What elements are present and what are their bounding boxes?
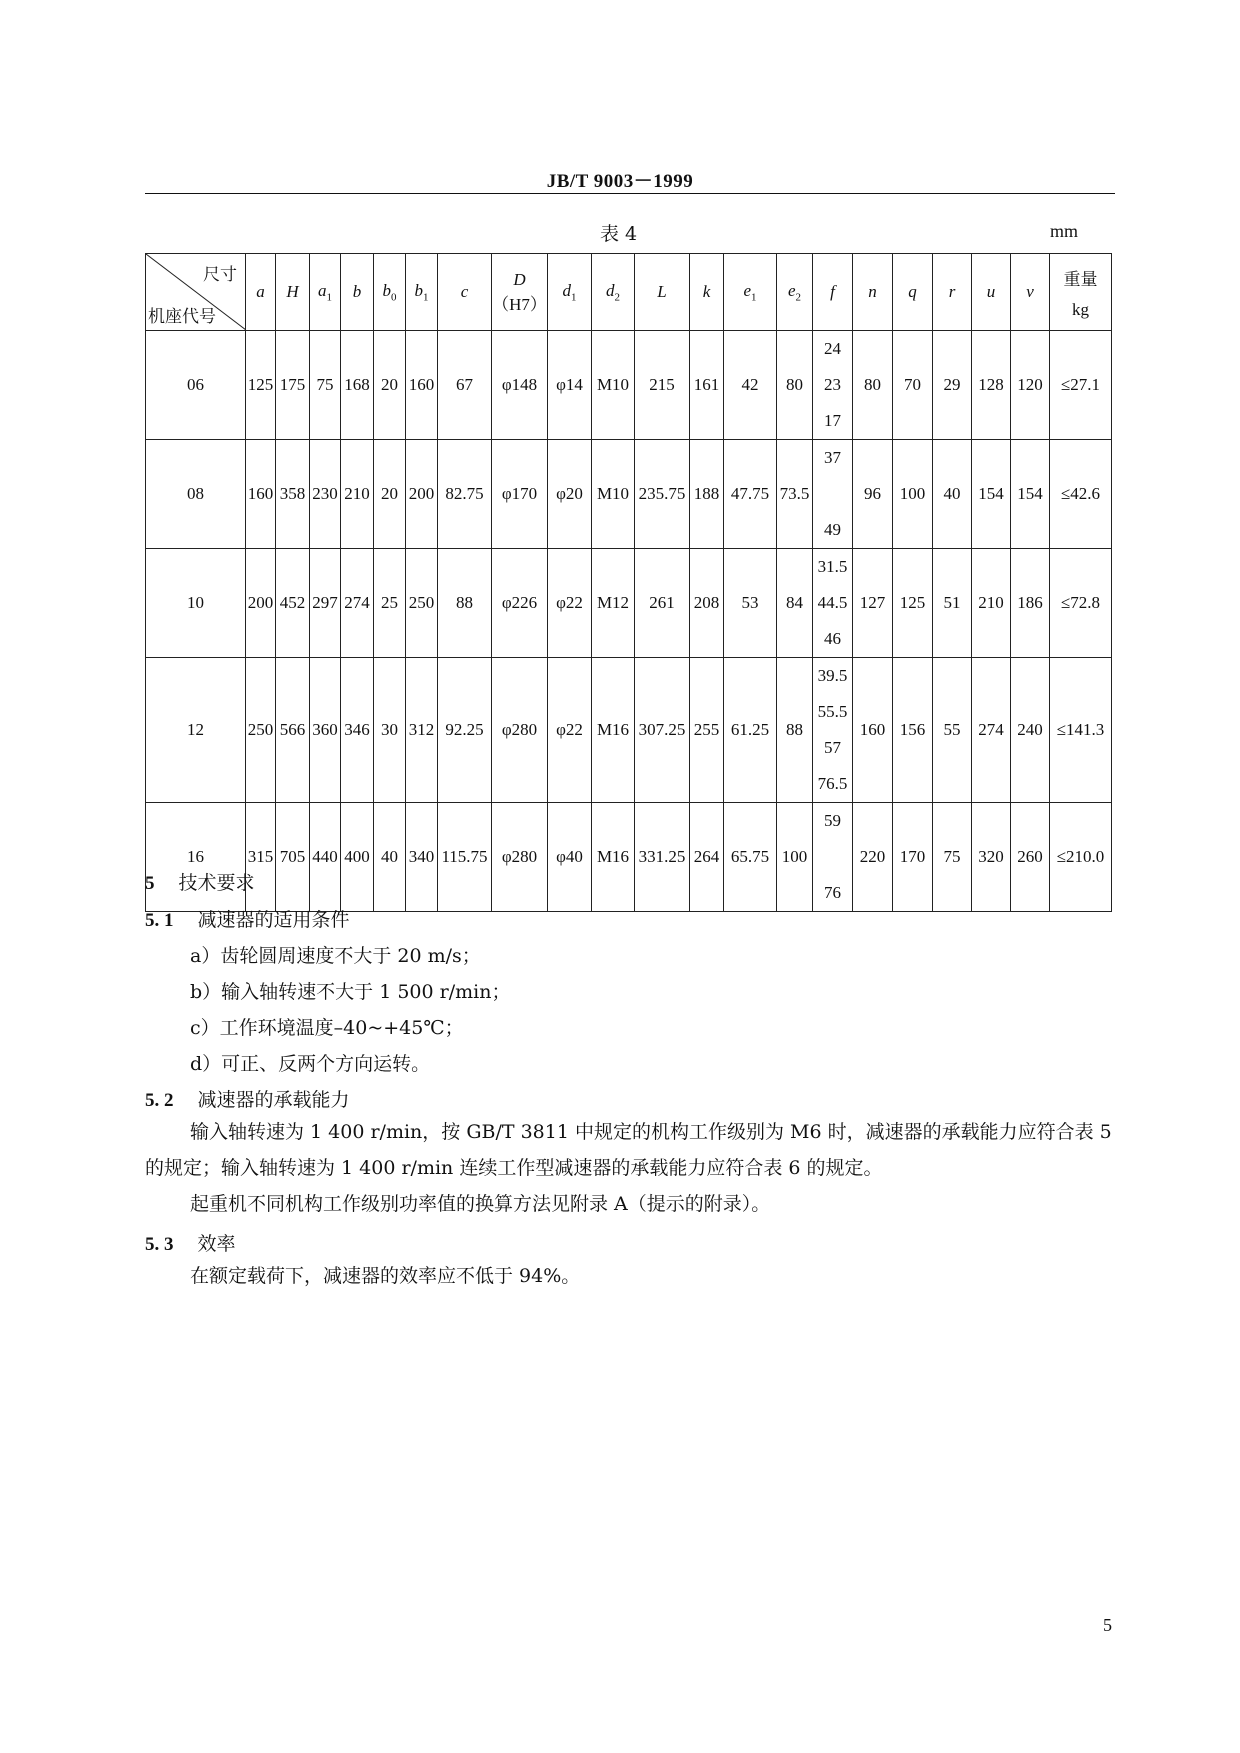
table-cell: M16: [592, 658, 635, 803]
weight-cell: ≤210.0: [1050, 803, 1112, 912]
table-cell: 255: [690, 658, 724, 803]
table-cell: 208: [690, 549, 724, 658]
column-header: [592, 254, 635, 331]
column-symbol: b: [414, 280, 423, 300]
column-subscript: 1: [571, 291, 577, 304]
f-value: 59: [824, 811, 841, 830]
table-cell: 161: [690, 331, 724, 440]
column-header: [438, 254, 492, 331]
table-cell: 120: [1011, 331, 1050, 440]
f-value: 39.5: [817, 666, 848, 685]
table-cell: 400: [341, 803, 374, 912]
table-cell: φ20: [548, 440, 592, 549]
column-subscript: 2: [614, 291, 620, 304]
table-cell: 25: [374, 549, 406, 658]
table-cell: 160: [246, 440, 276, 549]
table-cell: 360: [310, 658, 341, 803]
column-header: [341, 254, 374, 331]
table-cell: 154: [972, 440, 1011, 549]
column-symbol: H: [286, 282, 299, 301]
column-subscript: 1: [423, 291, 429, 304]
column-symbol: a: [318, 280, 327, 300]
table-cell: 452: [276, 549, 310, 658]
table-cell: 200: [406, 440, 438, 549]
weight-cell: ≤27.1: [1050, 331, 1112, 440]
column-subscript: 2: [795, 291, 802, 304]
table-cell: 125: [893, 549, 933, 658]
table-cell: 250: [406, 549, 438, 658]
table-cell: 240: [1011, 658, 1050, 803]
table-cell: φ22: [548, 549, 592, 658]
column-subscript: 1: [751, 291, 757, 304]
f-value: 55.5: [817, 702, 848, 721]
f-value: [813, 476, 852, 512]
f-values-cell: [813, 658, 853, 803]
column-symbol: u: [986, 282, 996, 301]
table-cell: M12: [592, 549, 635, 658]
section-5-heading: [145, 868, 255, 895]
f-value: 44.5: [817, 593, 848, 612]
table-cell: 92.25: [438, 658, 492, 803]
table-cell: φ280: [492, 803, 548, 912]
column-header: [276, 254, 310, 331]
list-item: d）可正、反两个方向运转。: [190, 1053, 431, 1075]
table-cell: 82.75: [438, 440, 492, 549]
f-value: [813, 839, 852, 875]
table-cell: 160: [853, 658, 893, 803]
weight-header: [1050, 254, 1112, 331]
column-header: [933, 254, 972, 331]
table-cell: 346: [341, 658, 374, 803]
column-symbol: k: [702, 282, 711, 301]
list-item: c）工作环境温度–40~+45℃；: [190, 1017, 464, 1039]
table-row: [146, 658, 1112, 803]
header-rule: [145, 193, 1115, 194]
f-value: 24: [824, 339, 841, 358]
table-cell: 705: [276, 803, 310, 912]
table-cell: 154: [1011, 440, 1050, 549]
table-cell: 320: [972, 803, 1011, 912]
table-cell: M10: [592, 331, 635, 440]
table-cell: 40: [374, 803, 406, 912]
table-cell: 100: [777, 803, 813, 912]
table-cell: 100: [893, 440, 933, 549]
corner-label-dimension: 尺寸: [203, 265, 237, 284]
table-cell: φ14: [548, 331, 592, 440]
table-cell: 42: [724, 331, 777, 440]
table-cell: 20: [374, 331, 406, 440]
table-cell: 235.75: [635, 440, 690, 549]
f-values-cell: [813, 549, 853, 658]
f-value: 76.5: [817, 774, 848, 793]
table-cell: 67: [438, 331, 492, 440]
table-cell: φ170: [492, 440, 548, 549]
table-cell: φ148: [492, 331, 548, 440]
table-cell: 307.25: [635, 658, 690, 803]
section-title: 效率: [197, 1233, 236, 1255]
table-cell: 175: [276, 331, 310, 440]
table-cell: 70: [893, 331, 933, 440]
f-values-cell: [813, 803, 853, 912]
column-header: [246, 254, 276, 331]
table-cell: φ22: [548, 658, 592, 803]
table-row: [146, 803, 1112, 912]
column-header: [777, 254, 813, 331]
column-header: [972, 254, 1011, 331]
column-symbol: d: [562, 280, 571, 300]
f-value: 31.5: [817, 557, 848, 576]
column-symbol: v: [1026, 282, 1034, 301]
column-header: [406, 254, 438, 331]
table-cell: 215: [635, 331, 690, 440]
table-cell: 340: [406, 803, 438, 912]
weight-label: 重量: [1063, 269, 1098, 289]
column-symbol: b: [352, 282, 362, 301]
section-number: 5. 3: [145, 1234, 174, 1255]
table-cell: M10: [592, 440, 635, 549]
table-cell: φ40: [548, 803, 592, 912]
table-header-row: [146, 254, 1112, 331]
table-cell: 230: [310, 440, 341, 549]
section-title: 减速器的承载能力: [197, 1089, 350, 1111]
column-symbol: L: [657, 282, 667, 301]
column-header: [724, 254, 777, 331]
table-cell: 168: [341, 331, 374, 440]
table-cell: 188: [690, 440, 724, 549]
table-cell: 331.25: [635, 803, 690, 912]
table-cell: 61.25: [724, 658, 777, 803]
paragraph: 在额定载荷下，减速器的效率应不低于 94%。: [190, 1265, 581, 1287]
section-5-1-heading: [145, 905, 350, 932]
frame-code-cell: 10: [146, 549, 246, 658]
column-symbol: n: [868, 282, 877, 301]
table-caption: 表 4: [600, 223, 638, 245]
table-cell: 75: [310, 331, 341, 440]
column-header: [813, 254, 853, 331]
table-cell: 566: [276, 658, 310, 803]
f-value: 76: [824, 883, 841, 902]
column-symbol: b: [382, 280, 391, 300]
table-cell: 96: [853, 440, 893, 549]
table-cell: 40: [933, 440, 972, 549]
column-subscript: 1: [326, 291, 332, 304]
section-number: 5: [145, 873, 155, 894]
corner-cell: [146, 254, 246, 331]
column-header: [310, 254, 341, 331]
column-tolerance: （H7）: [492, 294, 547, 314]
column-subscript: 0: [391, 291, 397, 304]
f-value: 17: [824, 411, 841, 430]
column-symbol: f: [830, 282, 835, 301]
column-header: [635, 254, 690, 331]
list-item: b）输入轴转速不大于 1 500 r/min；: [190, 981, 511, 1003]
table-cell: 20: [374, 440, 406, 549]
column-header: [492, 254, 548, 331]
table-cell: 84: [777, 549, 813, 658]
f-value: 37: [824, 448, 841, 467]
table-cell: 312: [406, 658, 438, 803]
column-header: [853, 254, 893, 331]
table-cell: 80: [853, 331, 893, 440]
weight-cell: ≤141.3: [1050, 658, 1112, 803]
list-item: a）齿轮圆周速度不大于 20 m/s；: [190, 945, 481, 967]
weight-cell: ≤42.6: [1050, 440, 1112, 549]
column-symbol: r: [948, 282, 956, 301]
column-symbol: c: [460, 282, 469, 301]
table-cell: 65.75: [724, 803, 777, 912]
f-value: 49: [824, 520, 841, 539]
table-cell: 170: [893, 803, 933, 912]
column-symbol: e: [787, 280, 796, 300]
table-cell: 264: [690, 803, 724, 912]
section-5-3-heading: [145, 1229, 236, 1256]
column-symbol: q: [908, 282, 917, 301]
table-cell: 47.75: [724, 440, 777, 549]
f-values-cell: [813, 331, 853, 440]
page-number: 5: [1103, 1615, 1112, 1635]
weight-unit: kg: [1072, 299, 1089, 319]
section-number: 5. 1: [145, 910, 174, 931]
column-header: [548, 254, 592, 331]
frame-code-cell: 16: [146, 803, 246, 912]
column-symbol: e: [743, 280, 752, 300]
table-cell: 128: [972, 331, 1011, 440]
table-cell: 51: [933, 549, 972, 658]
section-title: 减速器的适用条件: [197, 909, 350, 931]
table-cell: 261: [635, 549, 690, 658]
f-value: 23: [824, 375, 841, 394]
table-row: [146, 440, 1112, 549]
table-cell: 200: [246, 549, 276, 658]
table-cell: M16: [592, 803, 635, 912]
table-cell: 260: [1011, 803, 1050, 912]
paragraph: 输入轴转速为 1 400 r/min，按 GB/T 3811 中规定的机构工作级别为 M6 时，减速器的承载能力应符合表 5 的规定；输入轴转速为 1 400 r/min 连续工作型减速器的承载能力应符合表 6 的规定。: [145, 1121, 1112, 1179]
column-symbol: D: [513, 269, 526, 289]
table-cell: 358: [276, 440, 310, 549]
corner-label-frame-code: 机座代号: [148, 307, 216, 326]
f-values-cell: [813, 440, 853, 549]
table-cell: 55: [933, 658, 972, 803]
table-cell: 75: [933, 803, 972, 912]
frame-code-cell: 08: [146, 440, 246, 549]
table-cell: 30: [374, 658, 406, 803]
section-title: 技术要求: [178, 872, 255, 894]
standard-number: JB/T 9003－1999: [546, 171, 694, 192]
weight-cell: ≤72.8: [1050, 549, 1112, 658]
frame-code-cell: 12: [146, 658, 246, 803]
table-cell: 53: [724, 549, 777, 658]
table-cell: 274: [972, 658, 1011, 803]
table-cell: 29: [933, 331, 972, 440]
table-cell: φ226: [492, 549, 548, 658]
f-value: 46: [824, 629, 841, 648]
section-5-2-heading: [145, 1085, 350, 1112]
table-unit: mm: [1050, 221, 1079, 241]
table-cell: 73.5: [777, 440, 813, 549]
table-row: [146, 331, 1112, 440]
table-cell: 160: [406, 331, 438, 440]
section-number: 5. 2: [145, 1090, 174, 1111]
column-symbol: a: [256, 282, 265, 301]
f-value: 57: [824, 738, 841, 757]
table-cell: 115.75: [438, 803, 492, 912]
table-cell: 440: [310, 803, 341, 912]
table-cell: 88: [438, 549, 492, 658]
table-cell: φ280: [492, 658, 548, 803]
table-cell: 127: [853, 549, 893, 658]
table-cell: 210: [341, 440, 374, 549]
table-cell: 186: [1011, 549, 1050, 658]
table-cell: 88: [777, 658, 813, 803]
frame-code-cell: 06: [146, 331, 246, 440]
column-header: [690, 254, 724, 331]
table-cell: 315: [246, 803, 276, 912]
table-row: [146, 549, 1112, 658]
table-cell: 125: [246, 331, 276, 440]
column-header: [1011, 254, 1050, 331]
table-cell: 220: [853, 803, 893, 912]
dimension-table: [145, 253, 1112, 912]
column-header: [893, 254, 933, 331]
table-cell: 250: [246, 658, 276, 803]
column-header: [374, 254, 406, 331]
table-cell: 210: [972, 549, 1011, 658]
paragraph: 起重机不同机构工作级别功率值的换算方法见附录 A（提示的附录）。: [190, 1193, 771, 1215]
column-symbol: d: [606, 280, 615, 300]
table-cell: 80: [777, 331, 813, 440]
table-cell: 297: [310, 549, 341, 658]
table-cell: 274: [341, 549, 374, 658]
table-cell: 156: [893, 658, 933, 803]
